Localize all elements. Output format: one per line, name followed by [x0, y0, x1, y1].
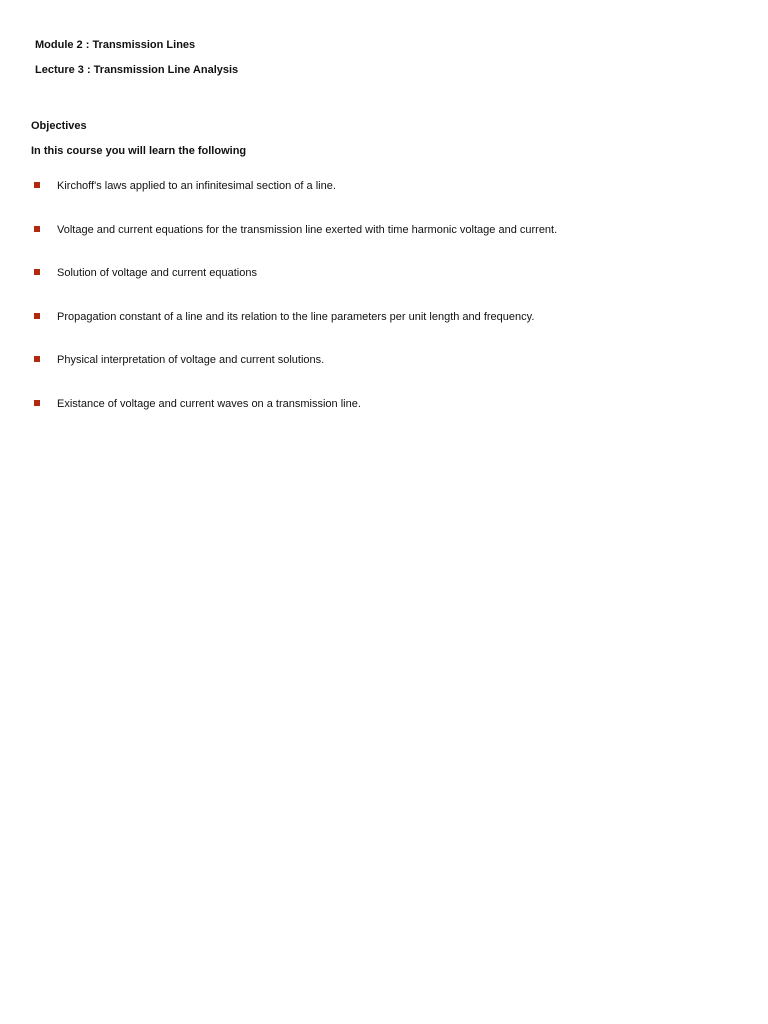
objective-text: Physical interpretation of voltage and current solutions. — [57, 354, 325, 366]
objective-text: Kirchoff's laws applied to an infinitesimal section of a line. — [57, 180, 336, 192]
objective-text: Existance of voltage and current waves on a transmission line. — [57, 397, 361, 410]
square-bullet-icon — [34, 182, 40, 188]
objective-item — [34, 179, 734, 223]
objectives-heading: Objectives — [31, 120, 87, 132]
objective-item — [34, 397, 734, 441]
square-bullet-icon — [34, 269, 40, 275]
objective-item — [34, 353, 734, 397]
objective-item — [34, 223, 734, 267]
module-title: Module 2 : Transmission Lines — [35, 39, 196, 51]
square-bullet-icon — [34, 400, 40, 406]
objective-item — [34, 266, 734, 310]
objective-text: Solution of voltage and current equations — [57, 267, 257, 279]
objective-item — [34, 310, 734, 354]
objectives-list — [34, 179, 734, 440]
square-bullet-icon — [34, 356, 40, 362]
square-bullet-icon — [34, 313, 40, 319]
lecture-title: Lecture 3 : Transmission Line Analysis — [35, 64, 239, 76]
objective-text: Voltage and current equations for the transmission line exerted with time harmonic voltage and current. — [57, 223, 558, 236]
objective-text: Propagation constant of a line and its relation to the line parameters per unit length and frequency. — [57, 310, 535, 323]
square-bullet-icon — [34, 226, 40, 232]
objectives-intro: In this course you will learn the following — [31, 145, 247, 157]
